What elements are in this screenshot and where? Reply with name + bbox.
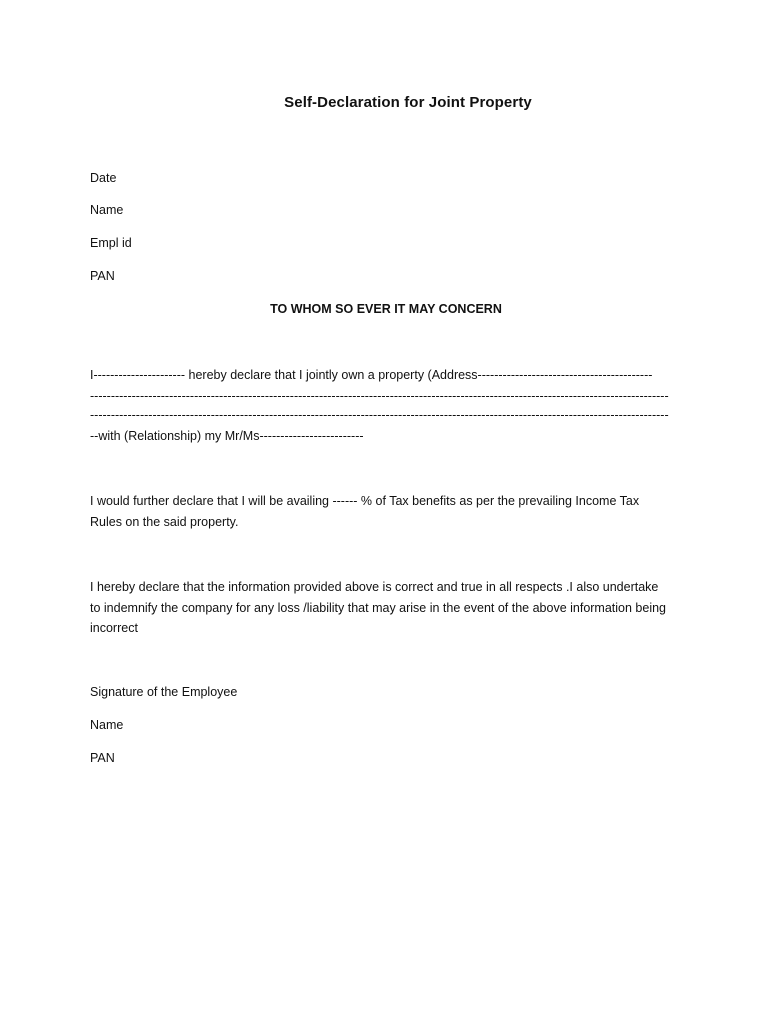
document-title: Self-Declaration for Joint Property	[284, 94, 532, 111]
to-whom-heading: TO WHOM SO EVER IT MAY CONCERN	[270, 302, 502, 316]
date-label: Date	[90, 171, 117, 185]
footer-pan-label: PAN	[90, 751, 115, 765]
empl-id-label: Empl id	[90, 236, 132, 250]
tax-benefit-paragraph: I would further declare that I will be availing ------ % of Tax benefits as per the prevailing Income Tax Rules on the said property.	[90, 494, 640, 529]
declaration-line-4: --with (Relationship) my Mr/Ms-------------------------	[90, 429, 364, 443]
indemnity-paragraph: I hereby declare that the information provided above is correct and true in all respects .I also undertake to indemnify the company for any loss /liability that may arise in the event of the above information being incorrect	[90, 580, 667, 635]
signature-label: Signature of the Employee	[90, 685, 238, 699]
pan-label: PAN	[90, 269, 115, 283]
footer-name-label: Name	[90, 718, 124, 732]
name-label: Name	[90, 203, 124, 217]
declaration-line-3: -------------------------------------------------------------------------------------------------------------------------------------------	[90, 408, 669, 422]
declaration-line-1: I---------------------- hereby declare that I jointly own a property (Address------------------------------------------	[90, 368, 653, 382]
declaration-line-2: -------------------------------------------------------------------------------------------------------------------------------------------	[90, 389, 669, 403]
